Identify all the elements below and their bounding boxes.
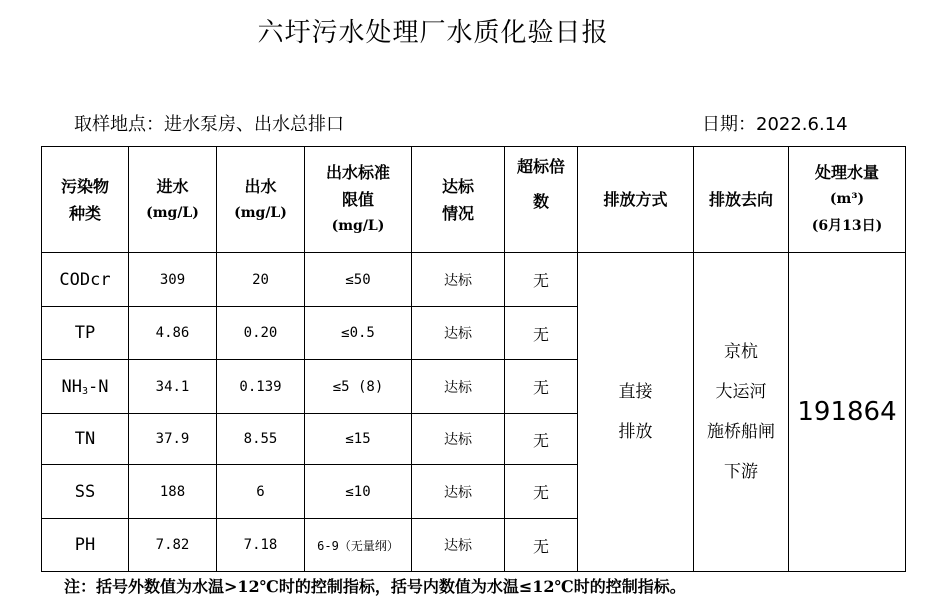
exceed-value: 无	[505, 307, 578, 360]
influent-value: 4.86	[129, 307, 217, 360]
influent-value: 37.9	[129, 414, 217, 465]
pollutant-name: CODcr	[42, 253, 129, 307]
report-date: 日期：2022.6.14	[702, 114, 848, 135]
report-title: 六圩污水处理厂水质化验日报	[257, 18, 609, 48]
effluent-value: 6	[217, 465, 305, 519]
influent-value: 309	[129, 253, 217, 307]
status-value: 达标	[412, 519, 505, 572]
limit-value: ≤5 (8)	[305, 360, 412, 414]
header-limit: 出水标准 限值 (mg/L)	[305, 147, 412, 253]
header-discharge-method: 排放方式	[578, 147, 694, 253]
header-exceed: 超标倍 数	[505, 147, 578, 253]
discharge-direction-cell: 京杭 大运河 施桥船闸 下游	[694, 253, 789, 572]
discharge-method-cell: 直接 排放	[578, 253, 694, 572]
exceed-value: 无	[505, 414, 578, 465]
effluent-value: 0.139	[217, 360, 305, 414]
footnote: 注：括号外数值为水温>12℃时的控制指标，括号内数值为水温≤12℃时的控制指标。	[64, 577, 686, 596]
exceed-value: 无	[505, 519, 578, 572]
pollutant-name: SS	[42, 465, 129, 519]
header-discharge-direction: 排放去向	[694, 147, 789, 253]
header-influent: 进水 (mg/L)	[129, 147, 217, 253]
effluent-value: 7.18	[217, 519, 305, 572]
header-row	[42, 147, 906, 253]
header-volume: 处理水量 (m³) (6月13日)	[789, 147, 906, 253]
status-value: 达标	[412, 253, 505, 307]
header-pollutant: 污染物 种类	[42, 147, 129, 253]
status-value: 达标	[412, 414, 505, 465]
status-value: 达标	[412, 360, 505, 414]
treated-volume: 191864	[789, 253, 906, 572]
exceed-value: 无	[505, 253, 578, 307]
sampling-location: 取样地点：进水泵房、出水总排口	[74, 114, 344, 135]
limit-value: ≤10	[305, 465, 412, 519]
pollutant-name: TN	[42, 414, 129, 465]
status-value: 达标	[412, 307, 505, 360]
limit-value: ≤15	[305, 414, 412, 465]
header-status: 达标 情况	[412, 147, 505, 253]
exceed-value: 无	[505, 360, 578, 414]
pollutant-name: PH	[42, 519, 129, 572]
effluent-value: 0.20	[217, 307, 305, 360]
influent-value: 34.1	[129, 360, 217, 414]
pollutant-name: TP	[42, 307, 129, 360]
effluent-value: 20	[217, 253, 305, 307]
limit-value: ≤0.5	[305, 307, 412, 360]
limit-value: 6-9（无量纲）	[305, 519, 412, 572]
header-effluent: 出水 (mg/L)	[217, 147, 305, 253]
status-value: 达标	[412, 465, 505, 519]
table-row	[42, 253, 906, 307]
limit-value: ≤50	[305, 253, 412, 307]
effluent-value: 8.55	[217, 414, 305, 465]
pollutant-name: $NH_3-N$	[42, 360, 129, 414]
water-quality-table	[41, 146, 906, 572]
influent-value: 7.82	[129, 519, 217, 572]
exceed-value: 无	[505, 465, 578, 519]
influent-value: 188	[129, 465, 217, 519]
